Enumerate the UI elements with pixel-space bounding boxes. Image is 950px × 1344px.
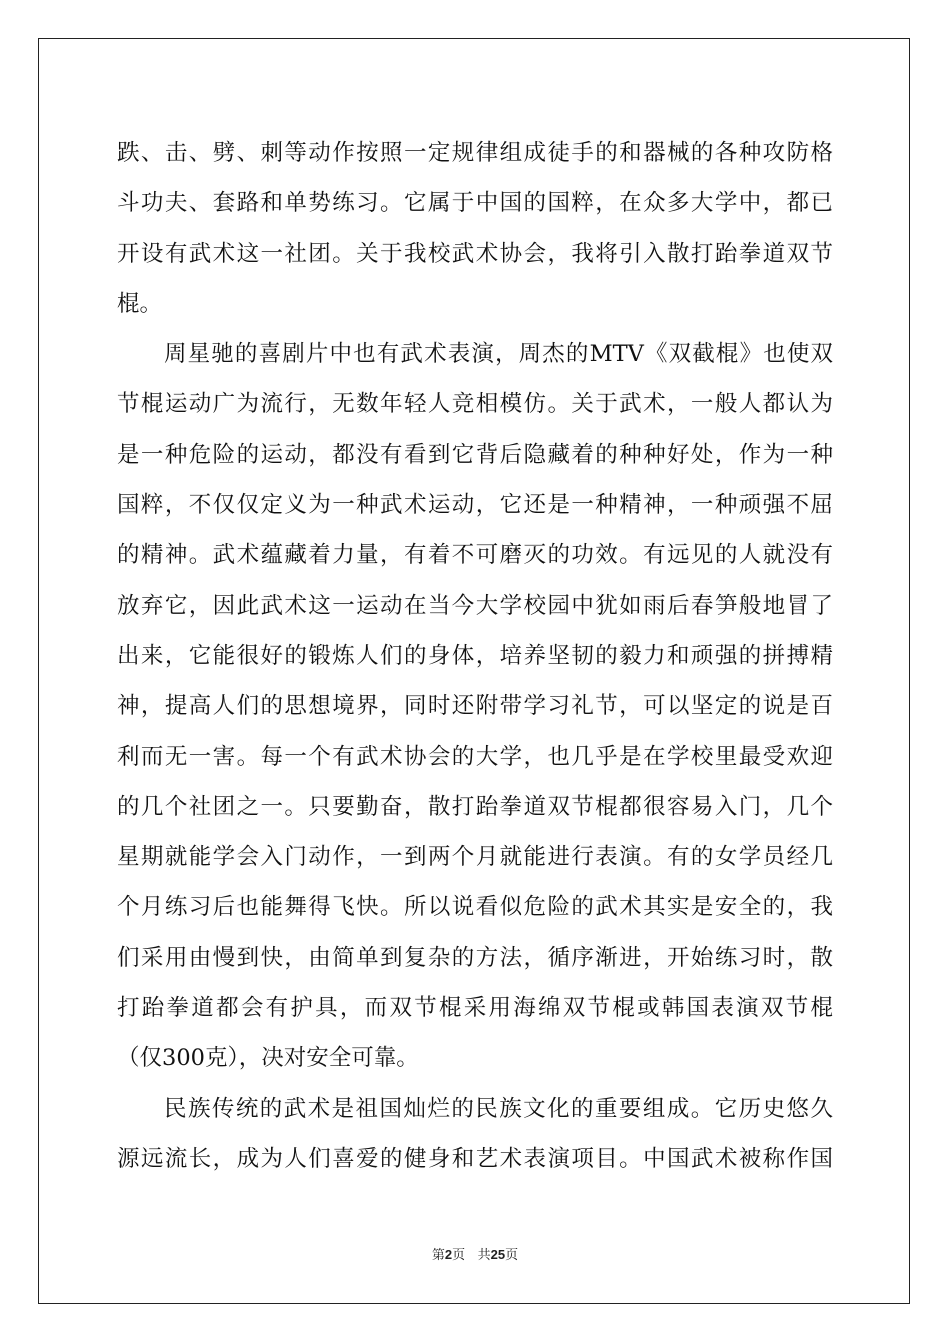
text-line: 是一种危险的运动，都没有看到它背后隐藏着的种种好处，作为一种 — [117, 441, 833, 468]
page-footer — [0, 1246, 950, 1265]
text-line: 们采用由慢到快，由简单到复杂的方法，循序渐进，开始练习时，散 — [117, 944, 833, 971]
text-line: 节棍运动广为流行，无数年轻人竞相模仿。关于武术，一般人都认为 — [117, 391, 833, 418]
paragraph-start-line: 民族传统的武术是祖国灿烂的民族文化的重要组成。它历史悠久 — [164, 1095, 833, 1122]
paragraph-start-line: 周星驰的喜剧片中也有武术表演，周杰的MTV《双截棍》也使双 — [164, 341, 833, 368]
text-line: 棍。 — [117, 290, 163, 317]
text-line: 斗功夫、套路和单势练习。它属于中国的国粹，在众多大学中，都已 — [117, 190, 833, 217]
text-line: 利而无一害。每一个有武术协会的大学，也几乎是在学校里最受欢迎 — [117, 743, 833, 770]
page-number: 2 — [444, 1247, 453, 1262]
text-line: 国粹，不仅仅定义为一种武术运动，它还是一种精神，一种顽强不屈 — [117, 492, 833, 519]
total-pages: 25 — [490, 1247, 506, 1262]
text-line: 个月练习后也能舞得飞快。所以说看似危险的武术其实是安全的，我 — [117, 894, 833, 921]
text-line: 放弃它，因此武术这一运动在当今大学校园中犹如雨后春笋般地冒了 — [117, 592, 833, 619]
total-suffix: 页 — [505, 1248, 519, 1263]
text-line: 开设有武术这一社团。关于我校武术协会，我将引入散打跆拳道双节 — [117, 240, 833, 267]
page-suffix: 页 — [452, 1248, 466, 1263]
text-line: 星期就能学会入门动作，一到两个月就能进行表演。有的女学员经几 — [117, 844, 833, 871]
text-line: 源远流长，成为人们喜爱的健身和艺术表演项目。中国武术被称作国 — [117, 1145, 833, 1172]
page-prefix: 第 — [431, 1248, 445, 1263]
text-line: 的几个社团之一。只要勤奋，散打跆拳道双节棍都很容易入门，几个 — [117, 793, 833, 820]
text-line: 跌、击、劈、刺等动作按照一定规律组成徒手的和器械的各种攻防格 — [117, 140, 833, 166]
text-line: 打跆拳道都会有护具，而双节棍采用海绵双节棍或韩国表演双节棍 — [117, 995, 833, 1022]
text-line: 神，提高人们的思想境界，同时还附带学习礼节，可以坚定的说是百 — [117, 693, 833, 720]
text-line: （仅300克），决对安全可靠。 — [117, 1045, 419, 1072]
text-line: 出来，它能很好的锻炼人们的身体，培养坚韧的毅力和顽强的拼搏精 — [117, 642, 833, 669]
text-line: 的精神。武术蕴藏着力量，有着不可磨灭的功效。有远见的人就没有 — [117, 542, 833, 569]
document-body — [117, 128, 833, 1184]
total-prefix: 共 — [477, 1248, 491, 1263]
